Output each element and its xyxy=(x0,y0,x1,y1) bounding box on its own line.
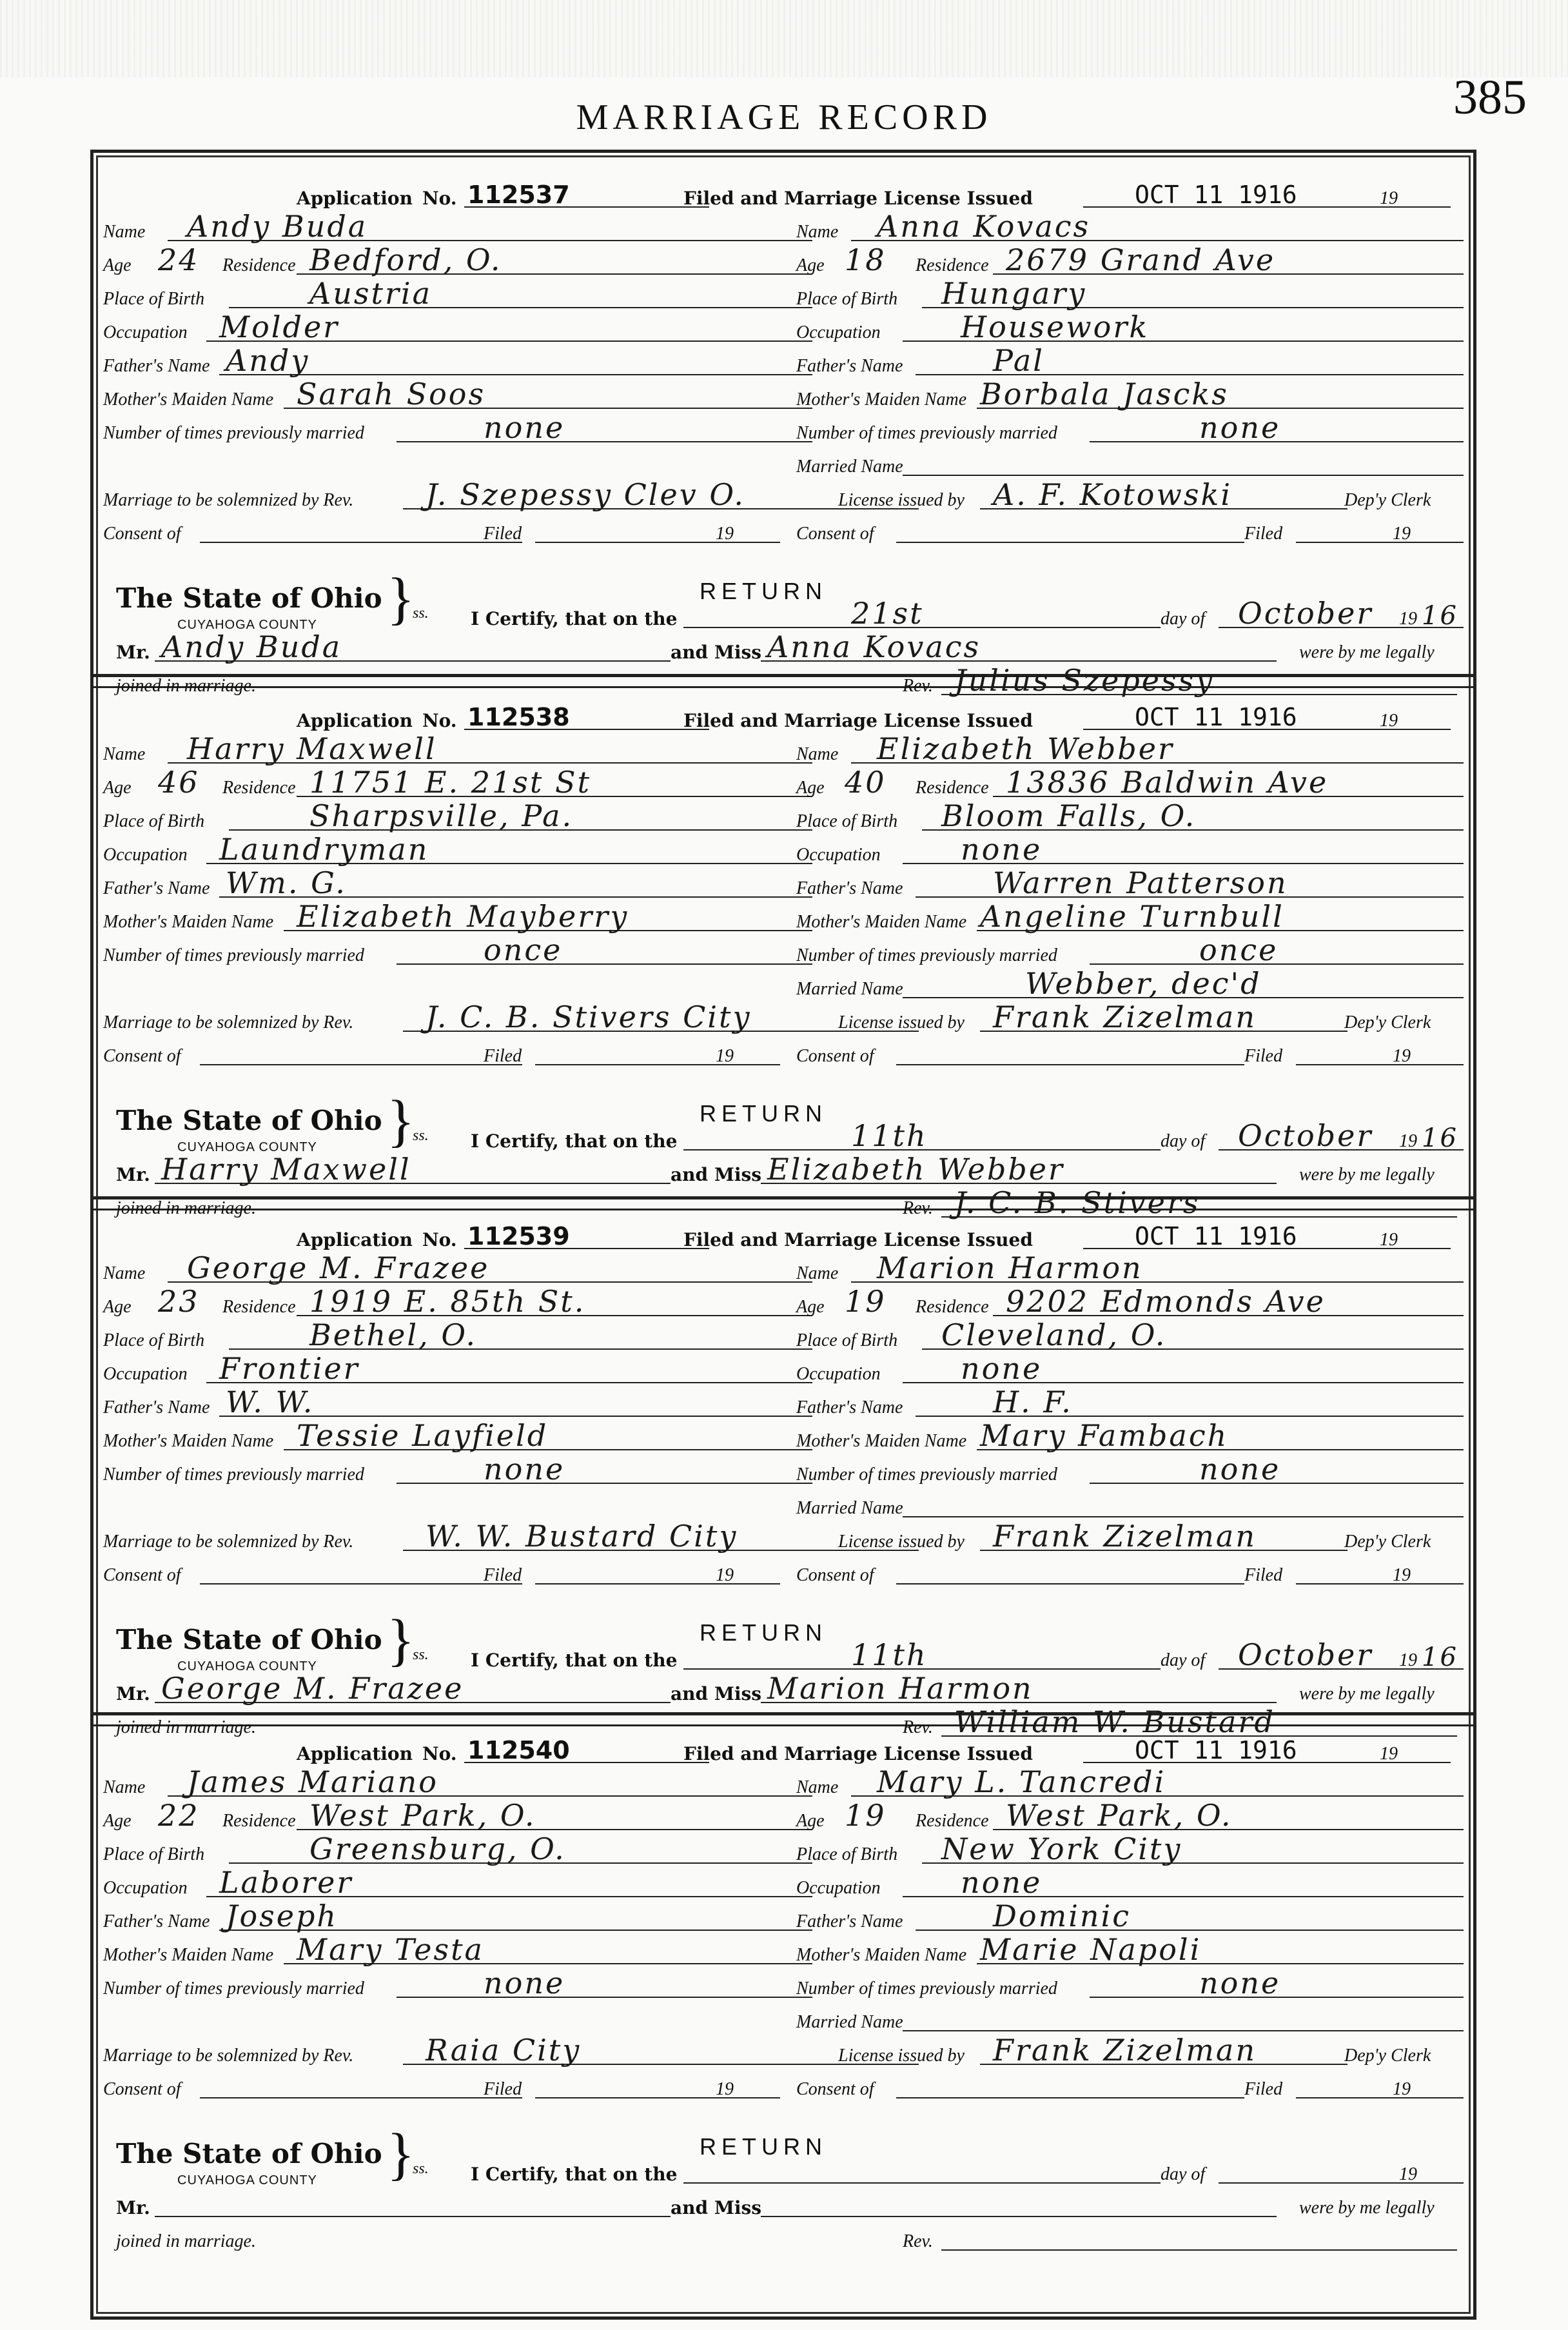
groom-residence: 1919 E. 85th St. xyxy=(309,1284,586,1319)
return-month: October xyxy=(1238,596,1373,631)
clerk-name: Frank Zizelman xyxy=(993,2033,1257,2068)
bride-times-married: once xyxy=(1199,933,1279,967)
application-number: 112537 xyxy=(467,181,570,209)
parties-row: Mr. George M. Frazee and Miss Marion Harmon were by me legally xyxy=(116,1671,1435,1706)
bride-birthplace: Hungary xyxy=(941,276,1087,311)
groom-father: Andy xyxy=(226,343,310,378)
no-label: No. xyxy=(422,1743,457,1764)
groom-name: George M. Frazee xyxy=(187,1250,490,1285)
bride-father: Warren Patterson xyxy=(993,865,1288,900)
bride-birthplace: Bloom Falls, O. xyxy=(941,798,1197,833)
solemnize-row: Marriage to be solemnized by Rev. J. C. B. Stivers City License issued by Frank Zizelman Dep'y Clerk xyxy=(103,1000,1431,1034)
birth-row: Place of Birth Austria Place of Birth Hungary xyxy=(103,280,1464,313)
groom-times-married: none xyxy=(484,1966,565,2000)
name-row: Name Andy Buda Name Anna Kovacs xyxy=(103,213,1464,246)
groom-birthplace: Bethel, O. xyxy=(309,1318,477,1352)
groom-residence: West Park, O. xyxy=(309,1798,536,1833)
name-row: Name Harry Maxwell Name Elizabeth Webber xyxy=(103,735,1464,769)
state-of-ohio: The State of Ohio xyxy=(116,582,382,614)
filed-label: Filed and Marriage License Issued xyxy=(683,1229,1033,1250)
groom-father: W. W. xyxy=(226,1385,315,1419)
state-of-ohio: The State of Ohio xyxy=(116,1105,382,1136)
no-label: No. xyxy=(422,1229,457,1250)
bride-times-married: none xyxy=(1199,410,1281,445)
mother-row: Mother's Maiden Name Sarah Soos Mother's Maiden Name Borbala Jascks xyxy=(103,380,1464,414)
bride-name: Elizabeth Webber xyxy=(877,731,1174,766)
groom-father: Joseph xyxy=(226,1899,338,1933)
mother-row: Mother's Maiden Name Tessie Layfield Mother's Maiden Name Mary Fambach xyxy=(103,1422,1464,1456)
record-page: MARRIAGE RECORD 385 Application No. 112537 Filed and Marriage License Issued OCT 11 1916 19 Name Andy Buda Name Anna Kovacs Age 24 Residence Bedford, O. Age 18 Residence 2679 Grand Ave Place of Birth Austria Place of Birth Hungary Occupation Molder Occupation Housework Father's Name Andy Father's Name Pal Mother's Maiden Name Sarah Soos Mother's Maiden Name Borbala Jascks Number of times previously married none Number of times previously married none Married Name Marriage to be solemnized by Rev. J. Szepessy Clev O. License issued by A. F. Kotowski Dep'y Clerk Consent of Filed 19 Consent of Filed 19 The State of Ohio CUYAHOGA COUNTY } ss. RETURN I Certify, that on the 21st day of October 19 16 Mr. Andy Buda and Miss Anna Kovacs were by me legally joined in marriage. Rev. Julius Szepessy Application No. 112538 Filed and Marriage License Issued OCT 11 1916 19 Name Harry Maxwell Name Elizabeth Webber Age 46 Residence 11751 E. 21st St Age 40 Residence 13836 Baldwin Ave Place of Birth Sharpsville, Pa. Place of Birth Bloom Falls, O. Occupation Laundryman Occupation none Father's Name Wm. G. Father's Name Warren Patterson Mother's Maiden Name Elizabeth Mayberry Mother's Maiden Name Angeline Turnbull Number of times previously married once Number of times previously married once Married Name Webber, dec'd Marriage to be solemnized by Rev. J. C. B. Stivers City License issued by Frank Zizelman Dep'y Clerk Consent of Filed 19 Consent of Filed 19 The State of Ohio CUYAHOGA COUNTY } ss. RETURN I Certify, that on the 11th day of October 19 16 Mr. Harry Maxwell and Miss Elizabeth Webber were by me legally joined in marriage. Rev. J. C. B. Stivers Application No. 112539 Filed and Marriage License Issued OCT 11 1916 19 Name George M. Frazee Name Marion Harmon Age 23 Residence 1919 E. 85th St. Age 19 Residence 9202 Edmonds Ave Place of Birth Bethel, O. Place of Birth Cleveland, O. Occupation Frontier Occupation none Father's Name W. W. Father's Name H. F. Mother's Maiden Name Tessie Layfield Mother's Maiden Name Mary Fambach Number of times previously married none Number of times previously married none Married Name Marriage to be solemnized by Rev. W. W. Bustard City License issued by Frank Zizelman Dep'y Clerk Consent of Filed 19 Consent of Filed 19 The State of Ohio CUYAHOGA COUNTY } ss. RETURN I Certify, that on the 11th day of October 19 16 Mr. George M. Frazee and Miss Marion Harmon were by me legally joined in marriage. Rev. William W. Bustard Application No. 112540 Filed and Marriage License Issued OCT 11 1916 19 Name James Mariano Name Mary L. Tancredi Age 22 Residence West Park, O. Age 19 Residence West Park, O. Place of Birth Greensburg, O. Place of Birth New York City Occupation Laborer Occupation none Father's Name Joseph Father's Name Dominic Mother's Maiden Name Mary Testa Mother's Maiden Name Marie Napoli Number of times previously married none Number of times previously married none Married Name Marriage to be solemnized by Rev. Raia City License issued by Frank Zizelman Dep'y Clerk Consent of Filed 19 Consent of Filed 19 The State of Ohio CUYAHOGA COUNTY } ss. RETURN I Certify, that on the day of 19 Mr. and Miss were by me legally joined in marriage. Rev. xyxy=(0,0,1568,2330)
filed-label: Filed and Marriage License Issued xyxy=(683,1743,1033,1764)
consent-row: Consent of Filed 19 Consent of Filed 19 xyxy=(103,1556,1464,1590)
groom-age: 23 xyxy=(158,1284,200,1319)
county-label: CUYAHOGA COUNTY xyxy=(177,1659,317,1673)
groom-name: Andy Buda xyxy=(187,209,368,244)
bride-residence: 13836 Baldwin Ave xyxy=(1006,765,1329,800)
bride-residence: West Park, O. xyxy=(1006,1798,1233,1833)
bride-birthplace: Cleveland, O. xyxy=(941,1318,1167,1352)
parties-row: Mr. Andy Buda and Miss Anna Kovacs were by me legally xyxy=(116,629,1435,664)
application-row: Application No. 112537 Filed and Marriage License Issued OCT 11 1916 19 xyxy=(103,179,1464,213)
license-date: OCT 11 1916 xyxy=(1135,1736,1297,1764)
certify-row: I Certify, that on the day of 19 xyxy=(103,2155,1464,2189)
application-row: Application No. 112538 Filed and Marriage License Issued OCT 11 1916 19 xyxy=(103,702,1464,735)
groom-name: James Mariano xyxy=(187,1764,438,1799)
married-name-row: Married Name xyxy=(103,448,1464,481)
groom-times-married: none xyxy=(484,410,565,445)
age-row: Age 23 Residence 1919 E. 85th St. Age 19 Residence 9202 Edmonds Ave xyxy=(103,1288,1464,1321)
no-label: No. xyxy=(422,188,457,209)
groom-mother: Tessie Layfield xyxy=(297,1418,549,1453)
filed-label: Filed and Marriage License Issued xyxy=(683,710,1033,731)
consent-row: Consent of Filed 19 Consent of Filed 19 xyxy=(103,1037,1464,1071)
state-of-ohio: The State of Ohio xyxy=(116,1624,382,1655)
groom-mother: Sarah Soos xyxy=(297,377,486,411)
birth-row: Place of Birth Greensburg, O. Place of Birth New York City xyxy=(103,1835,1464,1869)
bride-father: Pal xyxy=(993,343,1045,378)
groom-mother: Mary Testa xyxy=(297,1932,484,1967)
bride-age: 40 xyxy=(845,765,887,800)
clerk-name: Frank Zizelman xyxy=(993,1000,1257,1034)
application-label: Application xyxy=(297,1229,413,1250)
bride-mother: Marie Napoli xyxy=(980,1932,1202,1967)
page-title: MARRIAGE RECORD xyxy=(576,97,992,137)
return-groom: Andy Buda xyxy=(161,629,342,664)
no-label: No. xyxy=(422,710,457,731)
occupation-row: Occupation Laundryman Occupation none xyxy=(103,836,1464,869)
return-year: 16 xyxy=(1422,601,1458,631)
bride-residence: 2679 Grand Ave xyxy=(1006,242,1276,277)
state-of-ohio: The State of Ohio xyxy=(116,2138,382,2169)
return-heading: RETURN xyxy=(700,1100,827,1127)
return-day: 11th xyxy=(851,1118,928,1153)
married-name-row: Married Name xyxy=(103,2003,1464,2037)
groom-occupation: Frontier xyxy=(219,1351,360,1386)
solemnize-row: Marriage to be solemnized by Rev. Raia City License issued by Frank Zizelman Dep'y Clerk xyxy=(103,2033,1431,2068)
page-number: 385 xyxy=(1453,70,1527,124)
bride-age: 19 xyxy=(845,1284,887,1319)
occupation-row: Occupation Molder Occupation Housework xyxy=(103,313,1464,347)
bride-age: 19 xyxy=(845,1798,887,1833)
bride-occupation: Housework xyxy=(961,310,1150,344)
bride-father: Dominic xyxy=(993,1899,1132,1933)
certify-row: I Certify, that on the 11th day of October 19 16 xyxy=(103,1122,1464,1156)
groom-age: 24 xyxy=(158,242,200,277)
bride-birthplace: New York City xyxy=(941,1831,1182,1866)
return-year: 16 xyxy=(1422,1643,1458,1672)
times-married-row: Number of times previously married none Number of times previously married none xyxy=(103,1456,1464,1489)
bride-occupation: none xyxy=(961,1865,1043,1900)
bride-name: Marion Harmon xyxy=(877,1250,1143,1285)
return-minister: Julius Szepessy xyxy=(954,663,1215,698)
parties-row: Mr. Harry Maxwell and Miss Elizabeth Webber were by me legally xyxy=(116,1152,1435,1187)
county-label: CUYAHOGA COUNTY xyxy=(177,2173,317,2187)
groom-age: 22 xyxy=(158,1798,200,1833)
county-label: CUYAHOGA COUNTY xyxy=(177,1140,317,1154)
bride-name: Mary L. Tancredi xyxy=(877,1764,1166,1799)
father-row: Father's Name Joseph Father's Name Dominic xyxy=(103,1902,1464,1936)
groom-birthplace: Austria xyxy=(309,276,433,311)
return-month: October xyxy=(1238,1118,1373,1153)
age-row: Age 24 Residence Bedford, O. Age 18 Residence 2679 Grand Ave xyxy=(103,246,1464,280)
occupation-row: Occupation Frontier Occupation none xyxy=(103,1355,1464,1388)
solemnize-row: Marriage to be solemnized by Rev. J. Szepessy Clev O. License issued by A. F. Kotowski Dep'y Clerk xyxy=(103,477,1431,512)
groom-mother: Elizabeth Mayberry xyxy=(297,899,629,934)
brace: } xyxy=(387,2122,415,2186)
return-month: October xyxy=(1238,1637,1373,1672)
scan-noise xyxy=(0,0,1568,77)
county-label: CUYAHOGA COUNTY xyxy=(177,618,317,632)
father-row: Father's Name W. W. Father's Name H. F. xyxy=(103,1388,1464,1422)
bride-name: Anna Kovacs xyxy=(877,209,1091,244)
application-label: Application xyxy=(297,1743,413,1764)
consent-row: Consent of Filed 19 Consent of Filed 19 xyxy=(103,2070,1464,2104)
application-row: Application No. 112540 Filed and Marriage License Issued OCT 11 1916 19 xyxy=(103,1735,1464,1768)
application-number: 112538 xyxy=(467,703,570,731)
name-row: Name George M. Frazee Name Marion Harmon xyxy=(103,1254,1464,1288)
certify-row: I Certify, that on the 11th day of October 19 16 xyxy=(103,1641,1464,1675)
age-row: Age 22 Residence West Park, O. Age 19 Residence West Park, O. xyxy=(103,1802,1464,1835)
return-minister: William W. Bustard xyxy=(954,1704,1275,1739)
minister-name: J. Szepessy Clev O. xyxy=(426,477,745,512)
groom-occupation: Molder xyxy=(219,310,340,344)
groom-occupation: Laborer xyxy=(219,1865,353,1900)
clerk-name: A. F. Kotowski xyxy=(993,477,1233,512)
minister-name: Raia City xyxy=(426,2033,582,2068)
certify-row: I Certify, that on the 21st day of October 19 16 xyxy=(103,600,1464,633)
application-label: Application xyxy=(297,188,413,209)
age-row: Age 46 Residence 11751 E. 21st St Age 40 Residence 13836 Baldwin Ave xyxy=(103,769,1464,802)
parties-row: Mr. and Miss were by me legally xyxy=(116,2197,1435,2218)
return-bride: Marion Harmon xyxy=(767,1671,1034,1706)
bride-times-married: none xyxy=(1199,1966,1281,2000)
married-name-row: Married Name xyxy=(103,1489,1464,1523)
joined-row: joined in marriage. Rev. Julius Szepessy xyxy=(103,667,1464,700)
clerk-name: Frank Zizelman xyxy=(993,1519,1257,1554)
bride-times-married: none xyxy=(1199,1452,1281,1486)
groom-times-married: none xyxy=(484,1452,565,1486)
bride-occupation: none xyxy=(961,1351,1043,1386)
bride-residence: 9202 Edmonds Ave xyxy=(1006,1284,1326,1319)
return-heading: RETURN xyxy=(700,2133,827,2160)
times-married-row: Number of times previously married none Number of times previously married none xyxy=(103,1970,1464,2003)
filed-label: Filed and Marriage License Issued xyxy=(683,188,1033,209)
brace: } xyxy=(387,1089,415,1153)
groom-birthplace: Greensburg, O. xyxy=(309,1831,566,1866)
occupation-row: Occupation Laborer Occupation none xyxy=(103,1869,1464,1902)
bride-mother: Borbala Jascks xyxy=(980,377,1229,411)
return-day: 21st xyxy=(851,596,924,631)
mother-row: Mother's Maiden Name Mary Testa Mother's Maiden Name Marie Napoli xyxy=(103,1936,1464,1970)
application-number: 112540 xyxy=(467,1736,570,1764)
bride-age: 18 xyxy=(845,242,887,277)
groom-father: Wm. G. xyxy=(226,865,347,900)
birth-row: Place of Birth Sharpsville, Pa. Place of Birth Bloom Falls, O. xyxy=(103,802,1464,836)
birth-row: Place of Birth Bethel, O. Place of Birth Cleveland, O. xyxy=(103,1321,1464,1355)
return-day: 11th xyxy=(851,1637,928,1672)
license-date: OCT 11 1916 xyxy=(1135,181,1297,209)
groom-times-married: once xyxy=(484,933,563,967)
return-year: 16 xyxy=(1422,1123,1458,1153)
joined-row: joined in marriage. Rev. William W. Bustard xyxy=(103,1708,1464,1742)
times-married-row: Number of times previously married none Number of times previously married none xyxy=(103,414,1464,448)
return-bride: Elizabeth Webber xyxy=(767,1152,1064,1187)
married-name-row: Married Name Webber, dec'd xyxy=(103,970,1464,1003)
groom-residence: 11751 E. 21st St xyxy=(309,765,592,800)
father-row: Father's Name Wm. G. Father's Name Warren Patterson xyxy=(103,869,1464,903)
return-groom: George M. Frazee xyxy=(161,1671,464,1706)
brace: } xyxy=(387,1608,415,1672)
license-date: OCT 11 1916 xyxy=(1135,703,1297,731)
license-date: OCT 11 1916 xyxy=(1135,1222,1297,1250)
return-minister: J. C. B. Stivers xyxy=(954,1185,1200,1220)
bride-occupation: none xyxy=(961,832,1043,867)
brace: } xyxy=(387,567,415,631)
joined-row: joined in marriage. Rev. xyxy=(103,2222,1464,2256)
groom-name: Harry Maxwell xyxy=(187,731,437,766)
name-row: Name James Mariano Name Mary L. Tancredi xyxy=(103,1768,1464,1802)
return-heading: RETURN xyxy=(700,1619,827,1646)
application-number: 112539 xyxy=(467,1222,570,1250)
application-row: Application No. 112539 Filed and Marriage License Issued OCT 11 1916 19 xyxy=(103,1221,1464,1254)
return-bride: Anna Kovacs xyxy=(767,629,981,664)
application-label: Application xyxy=(297,710,413,731)
return-groom: Harry Maxwell xyxy=(161,1152,411,1187)
groom-occupation: Laundryman xyxy=(219,832,429,867)
minister-name: J. C. B. Stivers City xyxy=(426,1000,752,1034)
groom-residence: Bedford, O. xyxy=(309,242,502,277)
minister-name: W. W. Bustard City xyxy=(426,1519,738,1554)
groom-age: 46 xyxy=(158,765,200,800)
bride-married-name: Webber, dec'd xyxy=(1025,966,1262,1001)
bride-mother: Mary Fambach xyxy=(980,1418,1229,1453)
solemnize-row: Marriage to be solemnized by Rev. W. W. Bustard City License issued by Frank Zizelman Dep'y Clerk xyxy=(103,1519,1431,1554)
groom-birthplace: Sharpsville, Pa. xyxy=(309,798,574,833)
bride-mother: Angeline Turnbull xyxy=(980,899,1284,934)
return-heading: RETURN xyxy=(700,578,827,604)
consent-row: Consent of Filed 19 Consent of Filed 19 xyxy=(103,515,1464,548)
bride-father: H. F. xyxy=(993,1385,1073,1419)
father-row: Father's Name Andy Father's Name Pal xyxy=(103,347,1464,380)
joined-row: joined in marriage. Rev. J. C. B. Stivers xyxy=(103,1189,1464,1223)
times-married-row: Number of times previously married once Number of times previously married once xyxy=(103,936,1464,970)
mother-row: Mother's Maiden Name Elizabeth Mayberry Mother's Maiden Name Angeline Turnbull xyxy=(103,903,1464,936)
